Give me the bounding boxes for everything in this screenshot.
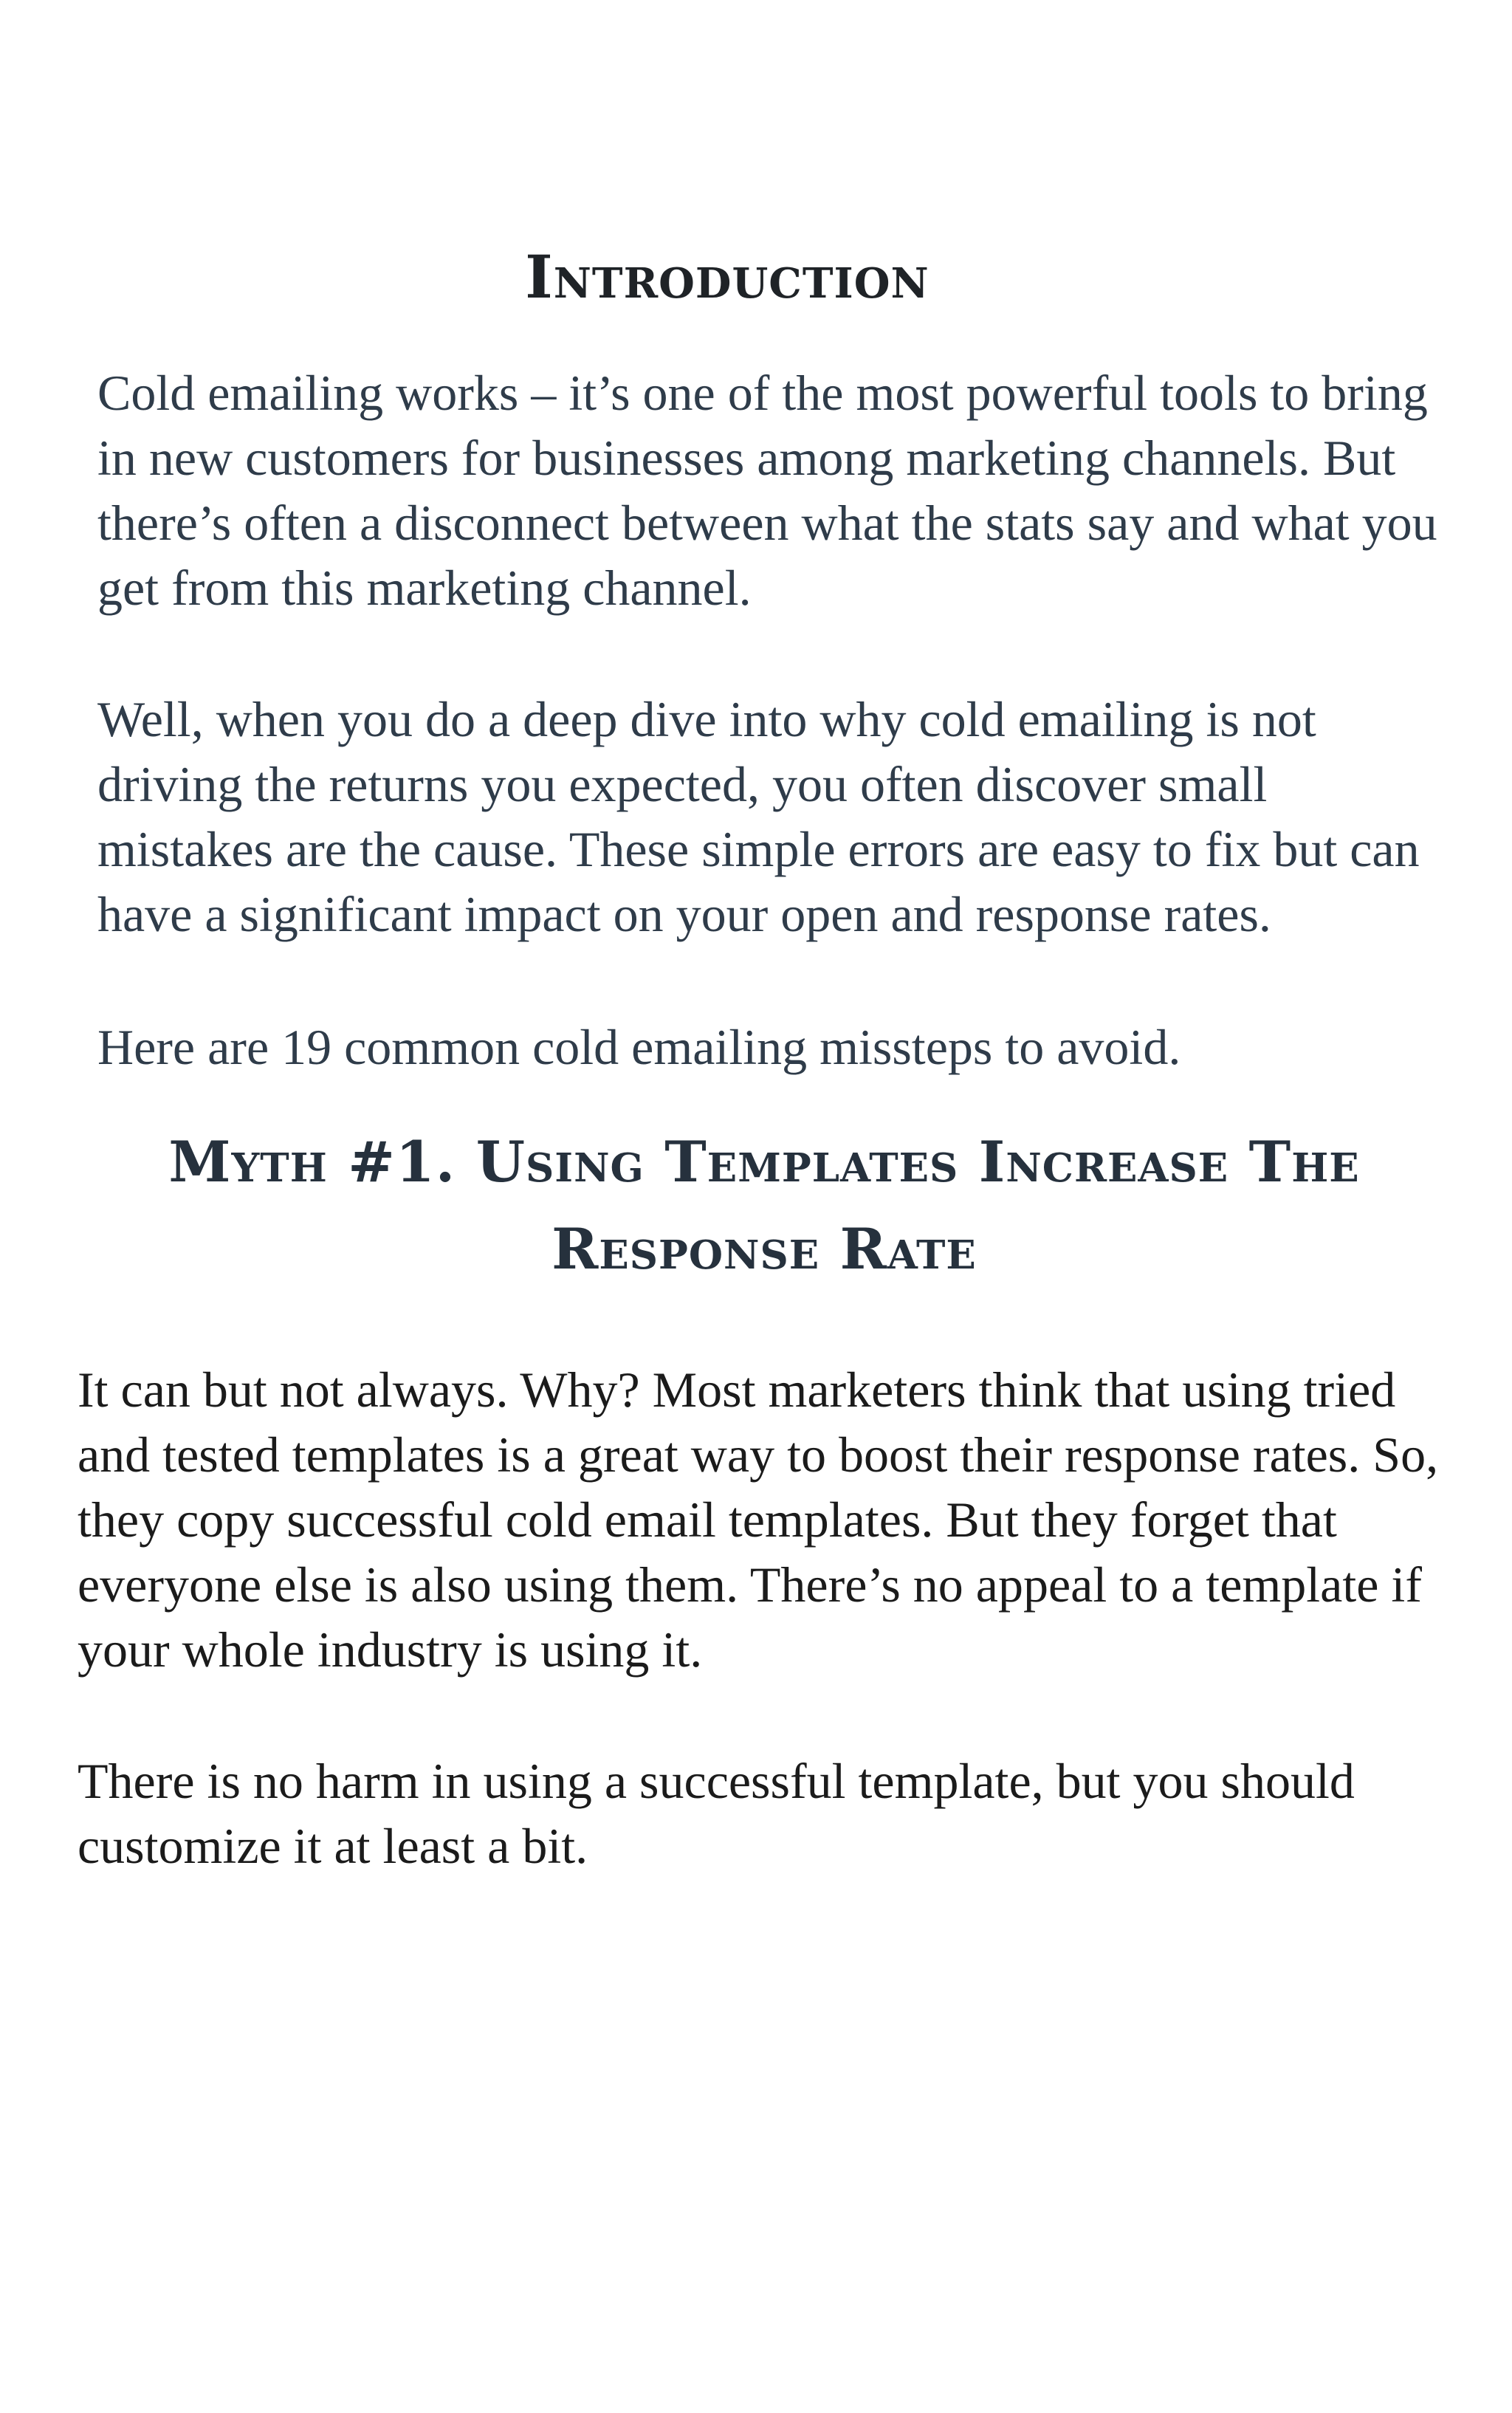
myth-1-heading: Myth #1. Using Templates Increase The Response Rate <box>168 1129 1360 1282</box>
myth-1-paragraph-2: There is no harm in using a successful template, but you should customize it at least a bit. <box>78 1753 1355 1874</box>
intro-paragraph-1: Cold emailing works – it’s one of the most powerful tools to bring in new customers for businesses among marketing channels. But there’s often a disconnect between what the stats say and what you get from this marketing channel. <box>97 365 1437 616</box>
intro-paragraph-3: Here are 19 common cold emailing missteps to avoid. <box>97 1019 1181 1075</box>
introduction-heading: Introduction <box>525 242 929 312</box>
intro-paragraph-2: Well, when you do a deep dive into why cold emailing is not driving the returns you expected, you often discover small mistakes are the cause. These simple errors are easy to fix but can have a significant impact on your open and response rates. <box>97 691 1420 942</box>
myth-1-paragraph-1: It can but not always. Why? Most marketers think that using tried and tested templates is a great way to boost their response rates. So, they copy successful cold email templates. But they forget that everyone else is also using them. There’s no appeal to a template if your whole industry is using it. <box>78 1362 1439 1678</box>
